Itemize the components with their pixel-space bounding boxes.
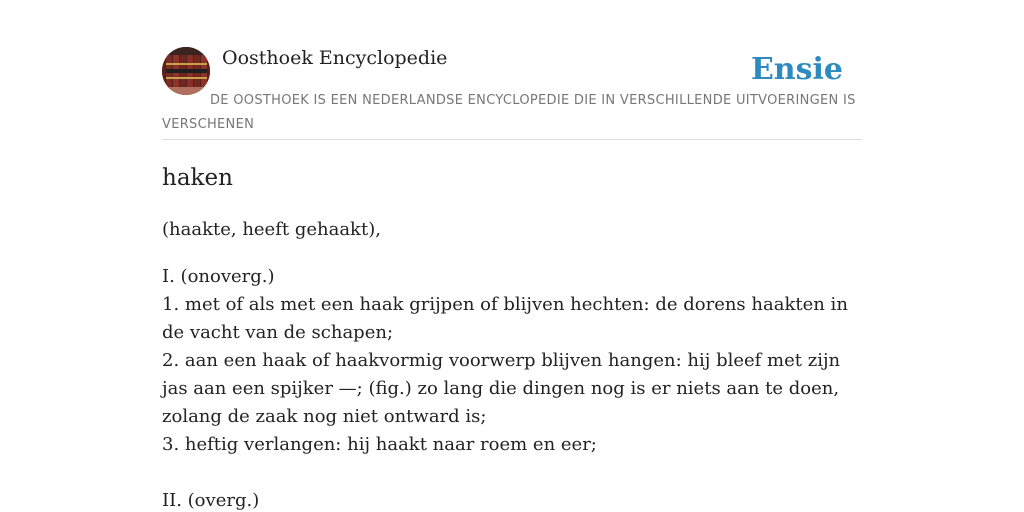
definition-line: 2. aan een haak of haakvormig voorwerp blijven hangen: hij bleef met zijn jas aan een spijker —; (fig.) zo lang die dingen nog is er niets aan te doen, zolang de zaak nog niet ontward is; <box>162 350 841 427</box>
definition-line: I. (onoverg.) <box>162 266 275 287</box>
entry-title: haken <box>162 165 233 191</box>
entry-body <box>162 216 867 512</box>
source-tagline: DE OOSTHOEK IS EEN NEDERLANDSE ENCYCLOPEDIE DIE IN VERSCHILLENDE UITVOERINGEN IS VERSCHENEN <box>162 93 856 132</box>
header <box>162 0 862 140</box>
entry-definitions <box>162 263 867 512</box>
definition-line: 3. heftig verlangen: hij haakt naar roem en eer; <box>162 434 597 455</box>
page <box>162 0 862 511</box>
source-name[interactable]: Oosthoek Encyclopedie <box>222 47 448 69</box>
definition-line: II. (overg.) <box>162 490 260 511</box>
book-spines-icon <box>162 47 210 95</box>
definition-line: 1. met of als met een haak grijpen of blijven hechten: de dorens haakten in de vacht van de schapen; <box>162 294 848 343</box>
definition-gap <box>162 459 867 487</box>
entry-forms: (haakte, heeft gehaakt), <box>162 219 381 240</box>
source-avatar[interactable] <box>162 47 210 95</box>
brand-logo[interactable]: Ensie <box>750 52 843 87</box>
